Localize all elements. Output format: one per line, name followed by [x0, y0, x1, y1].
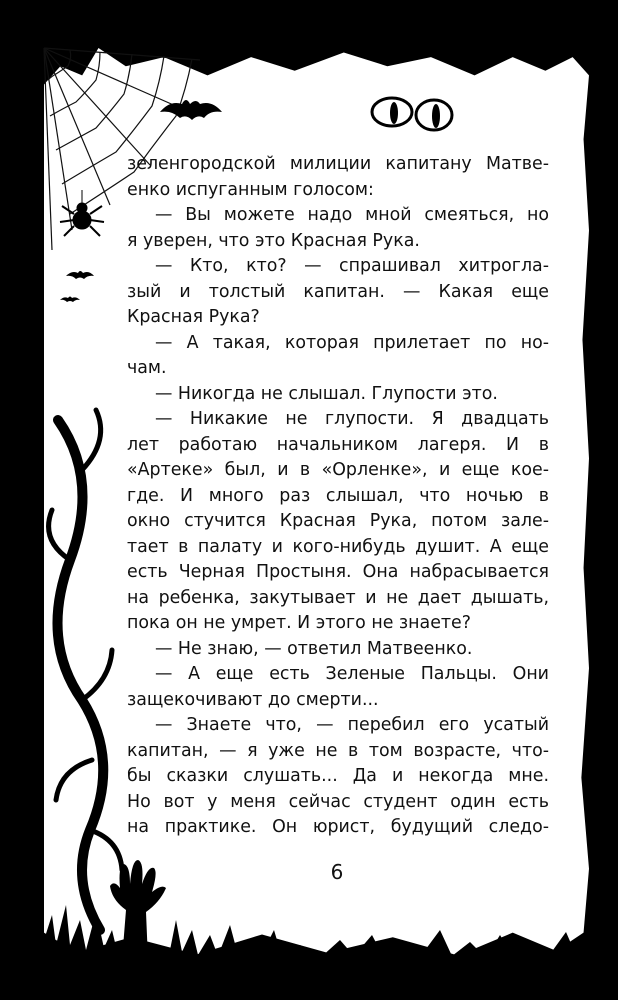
text-line: Но вот у меня сейчас студент один есть	[127, 791, 549, 812]
text-line: Красная Рука?	[127, 307, 260, 327]
text-line: лет работаю начальником лагеря. И в	[127, 434, 549, 455]
text-line: есть Черная Простыня. Она набрасывается	[127, 562, 549, 582]
text-line: чам.	[127, 358, 167, 378]
text-line: — Вы можете надо мной смеяться, но	[155, 205, 549, 225]
text-line: — А такая, которая прилетает по но-	[155, 332, 549, 353]
text-line: тает в палату и кого-нибудь душит. А еще	[127, 536, 549, 557]
text-line: — Не знаю, — ответил Матвеенко.	[155, 638, 473, 659]
text-line: я уверен, что это Красная Рука.	[127, 230, 420, 251]
eyes-icon	[372, 98, 452, 130]
text-line: зый и толстый капитан. — Какая еще	[127, 281, 549, 302]
text-line: — Никакие не глупости. Я двадцать	[155, 409, 549, 429]
text-line: «Артеке» был, и в «Орленке», и еще кое-	[127, 460, 549, 480]
small-bat-icon	[66, 271, 94, 279]
text-line: — Никогда не слышал. Глупости это.	[155, 383, 498, 404]
zombie-hand-icon	[110, 860, 166, 960]
text-line: пока он не умрет. И этого не знаете?	[127, 613, 471, 633]
page-number: 6	[330, 860, 344, 884]
text-line: защекочивают до смерти...	[127, 689, 379, 710]
small-bat-icon	[60, 297, 80, 303]
text-line: на ребенка, закутывает и не дает дышать,	[127, 587, 549, 608]
text-line: где. И много раз слышал, что ночью в	[127, 485, 549, 506]
text-line: на практике. Он юрист, будущий следо-	[127, 817, 549, 837]
text-line: — Кто, кто? — спрашивал хитрогла-	[155, 256, 549, 276]
text-line: — Знаете что, — перебил его усатый	[155, 715, 549, 735]
text-line: окно стучится Красная Рука, потом зале-	[127, 511, 549, 531]
text-line: бы сказки слушать... Да и некогда мне.	[127, 766, 549, 786]
text-line: капитан, — я уже не в том возрасте, что-	[127, 740, 549, 761]
text-line: — А еще есть Зеленые Пальцы. Они	[155, 664, 549, 684]
body-text	[127, 152, 549, 841]
vine-icon	[49, 410, 122, 930]
text-line: зеленгородской милиции капитану Матве-	[127, 154, 549, 174]
text-line: енко испуганным голосом:	[127, 179, 374, 200]
